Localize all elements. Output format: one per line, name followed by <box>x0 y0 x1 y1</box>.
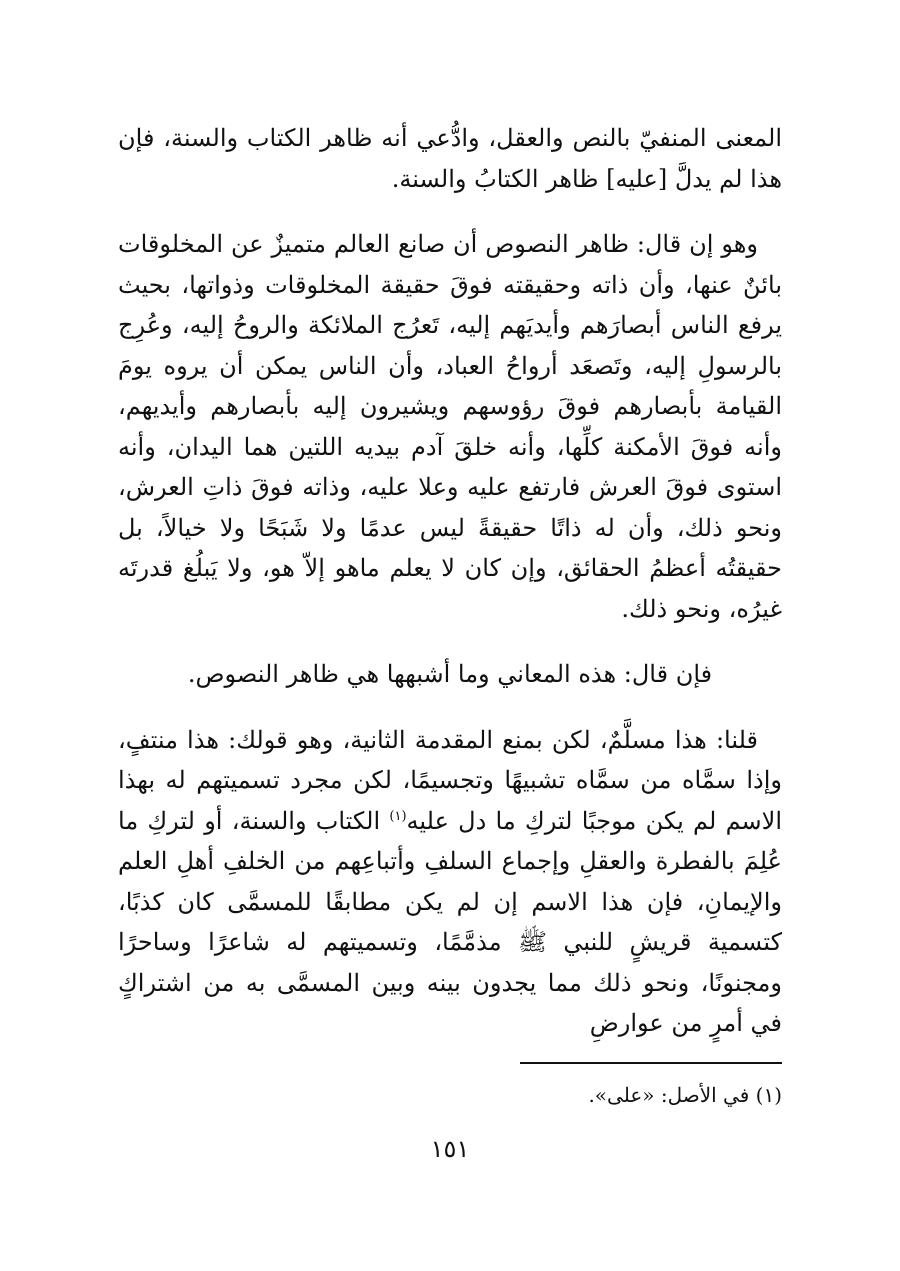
main-text <box>118 118 782 1044</box>
paragraph-2 <box>118 224 782 629</box>
footnote-divider <box>520 1062 782 1064</box>
paragraph-4-text-before: قلنا: هذا مسلَّمٌ، لكن بمنع المقدمة الثانية، وهو قولك: هذا منتفٍ، وإذا سمَّاه من سمَّاه تشبيهًا وتجسيمًا، لكن مجرد تسميتهم له بهذا الاسم لم يكن موجبًا لتركِ ما دل عليه <box>118 725 783 835</box>
footnote <box>588 1080 782 1110</box>
paragraph-3 <box>118 654 782 695</box>
paragraph-2-text: وهو إن قال: ظاهر النصوص أن صانع العالم متميزٌ عن المخلوقات بائنٌ عنها، وأن ذاته وحقيقته فوقَ حقيقة المخلوقات وذواتها، بحيث يرفع الناس أبصارَهم وأيديَهم إليه، تَعرُج الملائكة والروحُ إليه، وعُرِج بالرسولِ إليه، وتَصعَد أرواحُ العباد، وأن الناس يمكن أن يروه يومَ القيامة بأبصارهم فوقَ رؤوسهم ويشيرون إليه بأبصارهم وأيديهم، وأنه فوقَ الأمكنة كلِّها، وأنه خلقَ آدم بيديه اللتين هما اليدان، وأنه استوى فوقَ العرش فارتفع عليه وعلا عليه، وذاته فوقَ ذاتِ العرش، ونحو ذلك، وأن له ذاتًا حقيقةً ليس عدمًا ولا شَبَحًا ولا خيالاً، بل حقيقتُه أعظمُ الحقائق، وإن كان لا يعلم ماهو إلاّ هو، ولا يَبلُغ قدرتَه غيرُه، ونحو ذلك. <box>118 230 782 623</box>
footnote-marker: (١) <box>389 808 407 824</box>
paragraph-1-text: المعنى المنفيّ بالنص والعقل، وادُّعي أنه ظاهر الكتاب والسنة، فإن هذا لم يدلَّ [عليه] ظاهر الكتابُ والسنة. <box>118 124 782 193</box>
paragraph-1 <box>118 118 782 199</box>
paragraph-4-text-after: الكتاب والسنة، أو لتركِ ما عُلِمَ بالفطرة والعقلِ وإجماع السلفِ وأتباعِهم من الخلفِ أهلِ العلم والإيمانِ، فإن هذا الاسم إن لم يكن مطابقًا للمسمَّى كان كذبًا، كتسمية قريشٍ للنبي ﷺ مذمَّمًا، وتسميتهم له شاعرًا وساحرًا ومجنونًا، ونحو ذلك مما يجدون بينه وبين المسمَّى به من اشتراكٍ في أمرٍ من عوارضِ <box>118 806 783 1037</box>
page-number: ١٥١ <box>430 1135 470 1163</box>
footnote-text: (١) في الأصل: «على». <box>588 1083 782 1107</box>
paragraph-3-text: فإن قال: هذه المعاني وما أشبهها هي ظاهر النصوص. <box>187 660 713 688</box>
paragraph-4 <box>118 720 782 1044</box>
